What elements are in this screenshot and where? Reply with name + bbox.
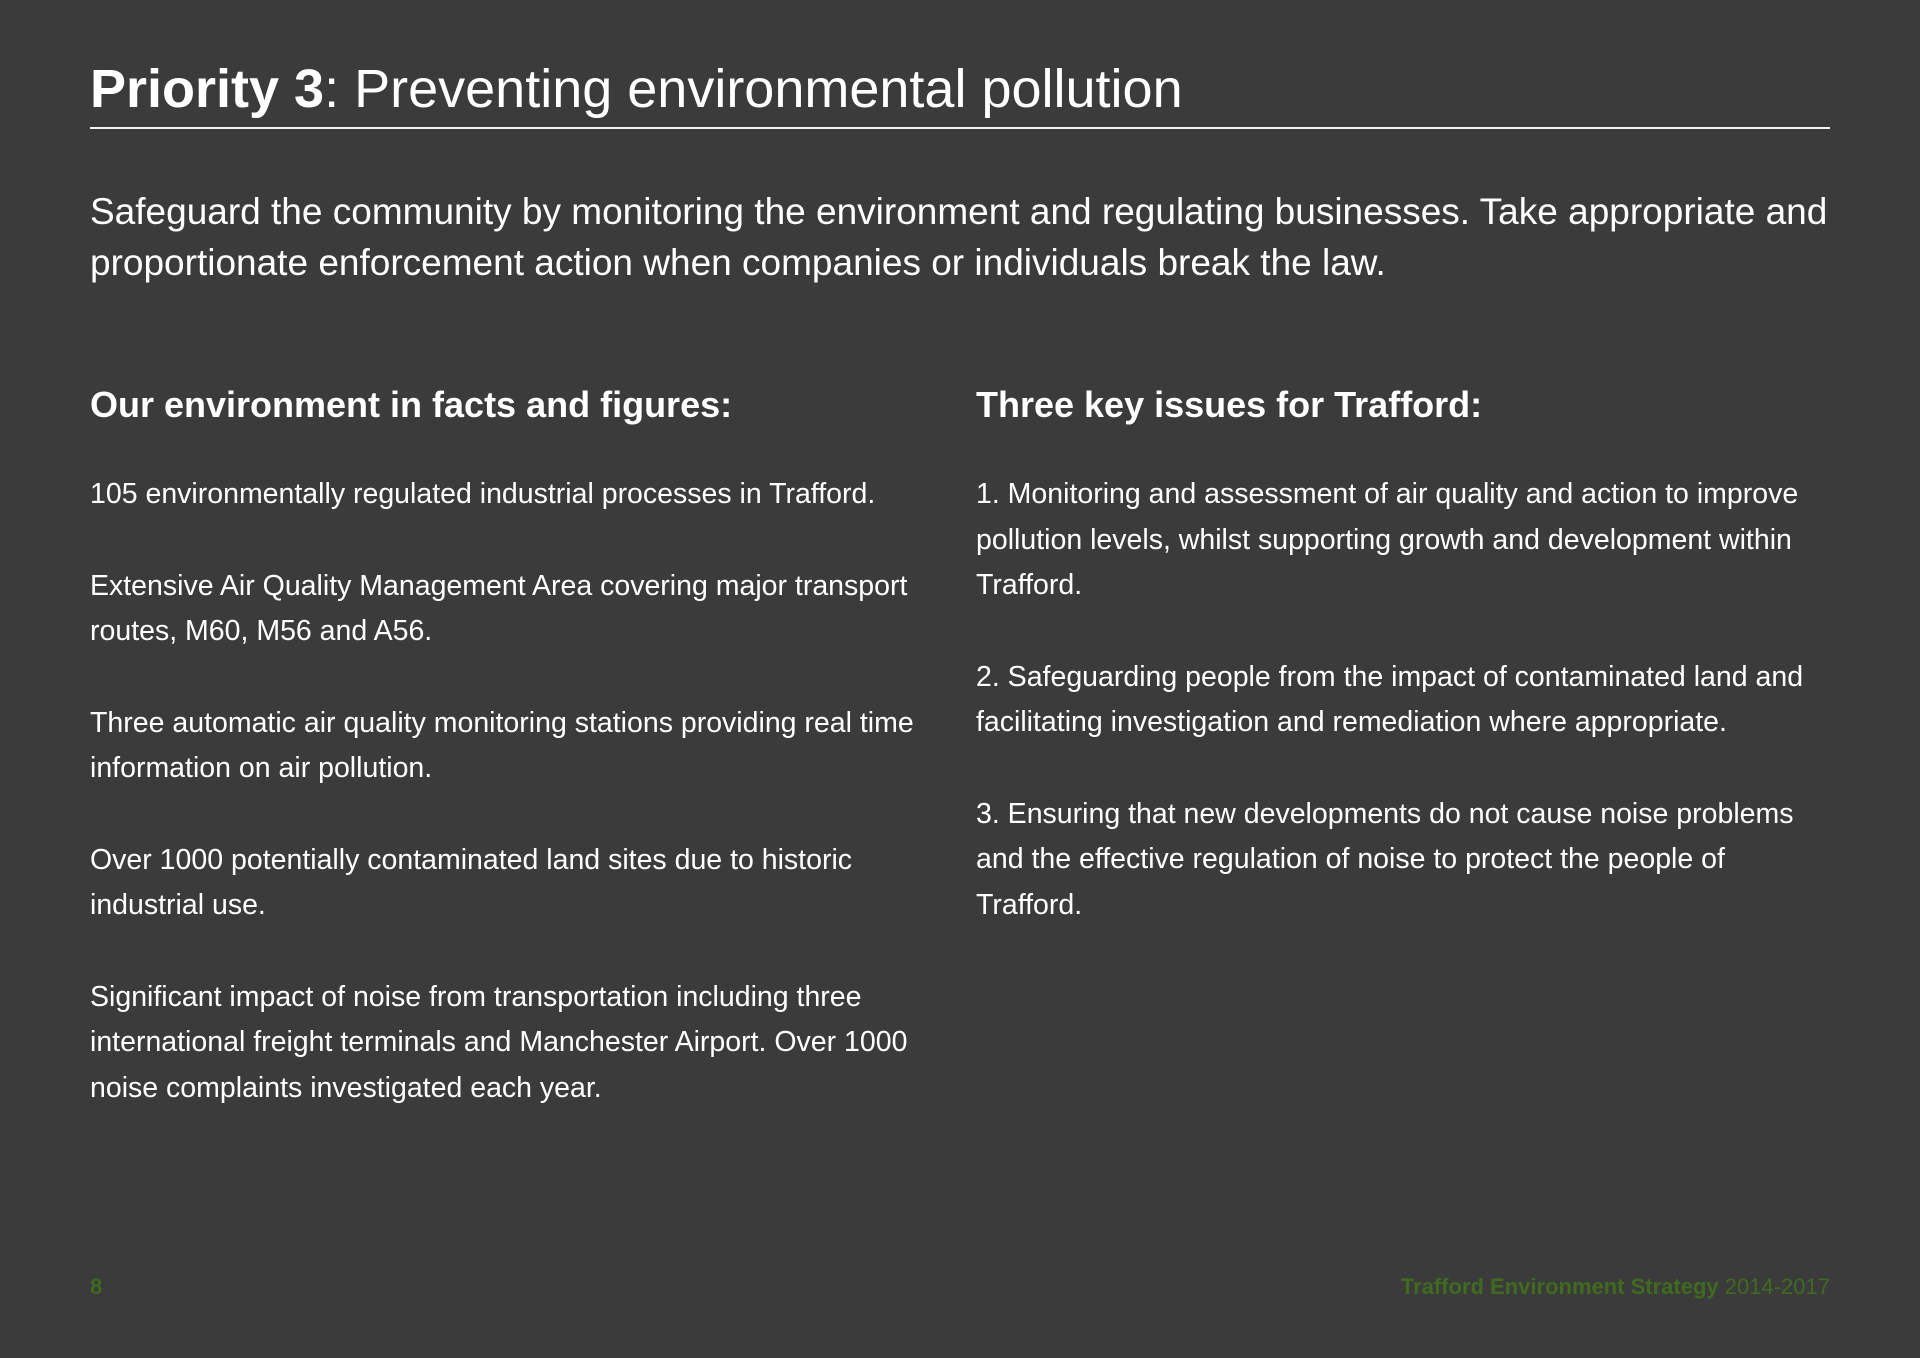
fact-item: Three automatic air quality monitoring stations providing real time information on air pollution. bbox=[90, 706, 914, 784]
footer-doc-title: Trafford Environment Strategy bbox=[1400, 1274, 1719, 1299]
fact-item: 105 environmentally regulated industrial processes in Trafford. bbox=[90, 478, 876, 510]
issue-item: 1. Monitoring and assessment of air quality and action to improve pollution levels, whilst supporting growth and development within Trafford. bbox=[976, 478, 1799, 601]
document-footer-title bbox=[1401, 1274, 1830, 1300]
issues-column bbox=[976, 378, 1836, 974]
issue-item: 3. Ensuring that new developments do not cause noise problems and the effective regulation of noise to protect the people of Trafford. bbox=[976, 797, 1794, 921]
page-number: 8 bbox=[90, 1274, 103, 1299]
facts-column bbox=[90, 378, 940, 1157]
facts-heading: Our environment in facts and figures: bbox=[90, 384, 733, 425]
fact-item: Significant impact of noise from transportation including three international freight terminals and Manchester Airport. Over 1000 noise complaints investigated each year. bbox=[90, 980, 908, 1104]
fact-item: Over 1000 potentially contaminated land sites due to historic industrial use. bbox=[90, 843, 853, 921]
issues-heading: Three key issues for Trafford: bbox=[976, 384, 1483, 425]
fact-item: Extensive Air Quality Management Area covering major transport routes, M60, M56 and A56. bbox=[90, 569, 908, 647]
title-divider bbox=[90, 127, 1830, 129]
intro-paragraph: Safeguard the community by monitoring the environment and regulating businesses. Take appropriate and proportionate enforcement action when companies or individuals break the law. bbox=[90, 191, 1828, 283]
page-title bbox=[90, 55, 1830, 123]
page-title-subject: : Preventing environmental pollution bbox=[324, 59, 1183, 119]
issue-item: 2. Safeguarding people from the impact of contaminated land and facilitating investigation and remediation where appropriate. bbox=[976, 660, 1804, 738]
footer-doc-years: 2014-2017 bbox=[1718, 1274, 1830, 1299]
page-title-priority: Priority 3 bbox=[90, 59, 325, 119]
